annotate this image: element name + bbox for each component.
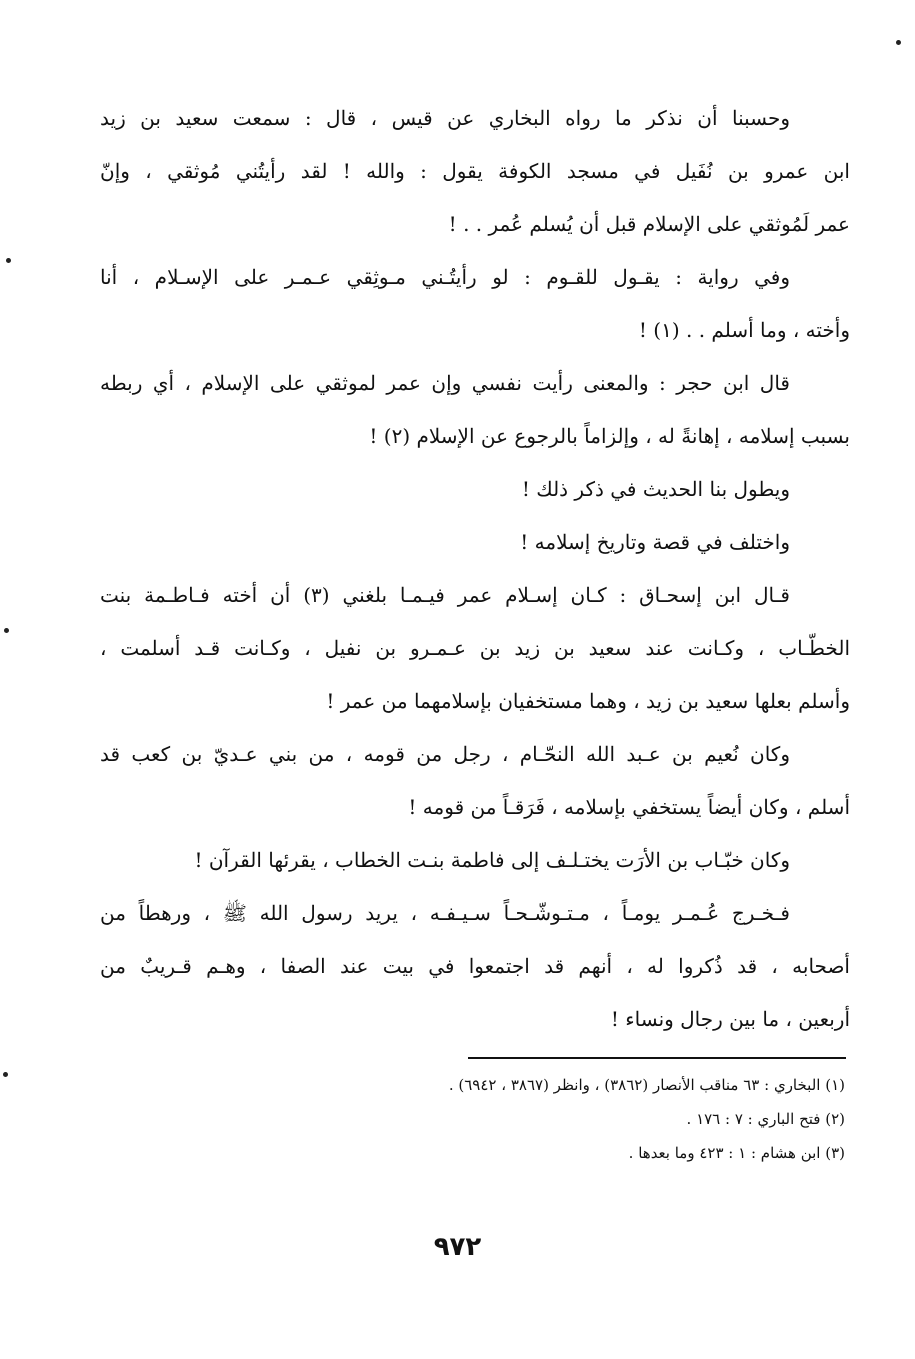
scan-speck [4, 628, 9, 633]
text-line: وكان نُعيم بن عـبد الله النحّـام ، رجل من قومه ، من بني عـديّ بن كعب قد [100, 742, 790, 766]
text-line: وأخته ، وما أسلم . . (١) ! [638, 318, 850, 342]
text-line: ويطول بنا الحديث في ذكر ذلك ! [521, 477, 790, 501]
text-line: وكان خبّـاب بن الأرَت يختـلـف إلى فاطمة بنـت الخطاب ، يقرئها القرآن ! [194, 848, 790, 872]
text-line: أصحابه ، قد ذُكروا له ، أنهم قد اجتمعوا في بيت عند الصفا ، وهـم قـريبٌ من [100, 954, 850, 978]
paragraph [100, 516, 850, 569]
paragraph [100, 569, 850, 728]
text-line: وفي رواية : يقـول للقـوم : لو رأيتُـني مـوثِقي عـمـر على الإسـلام ، أنا [100, 265, 790, 289]
main-text [100, 92, 850, 1046]
text-line: قـال ابن إسحـاق : كـان إسـلام عمر فيـمـا بلغني (٣) أن أخته فـاطـمة بنت [100, 583, 790, 607]
paragraph [100, 834, 850, 887]
footnotes [270, 1068, 845, 1170]
paragraph [100, 92, 850, 251]
text-line: واختلف في قصة وتاريخ إسلامه ! [520, 530, 790, 554]
paragraph [100, 463, 850, 516]
footnote-1: (١) البخاري : ٦٣ مناقب الأنصار (٣٨٦٢) ، وانظر (٣٨٦٧ ، ٦٩٤٢) . [448, 1076, 845, 1094]
text-line: أربعين ، ما بين رجال ونساء ! [610, 1007, 850, 1031]
text-line: قال ابن حجر : والمعنى رأيت نفسي وإن عمر لموثقي على الإسلام ، أي ربطه [100, 371, 790, 395]
scan-speck [3, 1072, 8, 1077]
paragraph [100, 887, 850, 1046]
footnote-3: (٣) ابن هشام : ١ : ٤٢٣ وما بعدها . [628, 1144, 845, 1162]
text-line: ابن عمرو بن نُفَيل في مسجد الكوفة يقول : والله ! لقد رأيتُني مُوثقي ، وإنّ [100, 159, 850, 183]
text-line: بسبب إسلامه ، إهانةً له ، وإلزاماً بالرجوع عن الإسلام (٢) ! [369, 424, 850, 448]
paragraph [100, 251, 850, 357]
text-line: فـخـرج عُـمـر يومـاً ، مـتـوشّـحـاً سـيـفـه ، يريد رسول الله ﷺ ، ورهطاً من [100, 901, 790, 925]
paragraph [100, 357, 850, 463]
scan-speck [896, 40, 901, 45]
text-line: وحسبنا أن نذكر ما رواه البخاري عن قيس ، قال : سمعت سعيد بن زيد [100, 106, 790, 130]
scan-speck [6, 258, 11, 263]
page-number: ٩٧٢ [433, 1232, 482, 1262]
paragraph [100, 728, 850, 834]
footnote-2: (٢) فتح الباري : ٧ : ١٧٦ . [686, 1110, 845, 1128]
text-line: وأسلم بعلها سعيد بن زيد ، وهما مستخفيان بإسلامهما من عمر ! [326, 689, 850, 713]
footnote-separator [468, 1057, 846, 1059]
text-line: الخطّـاب ، وكـانت عند سعيد بن زيد بن عـمـرو بن نفيل ، وكـانت قـد أسلمت ، [100, 636, 850, 660]
text-line: عمر لَمُوثقي على الإسلام قبل أن يُسلم عُمر . . ! [448, 212, 850, 236]
text-line: أسلم ، وكان أيضاً يستخفي بإسلامه ، فَرَقـاً من قومه ! [408, 795, 850, 819]
